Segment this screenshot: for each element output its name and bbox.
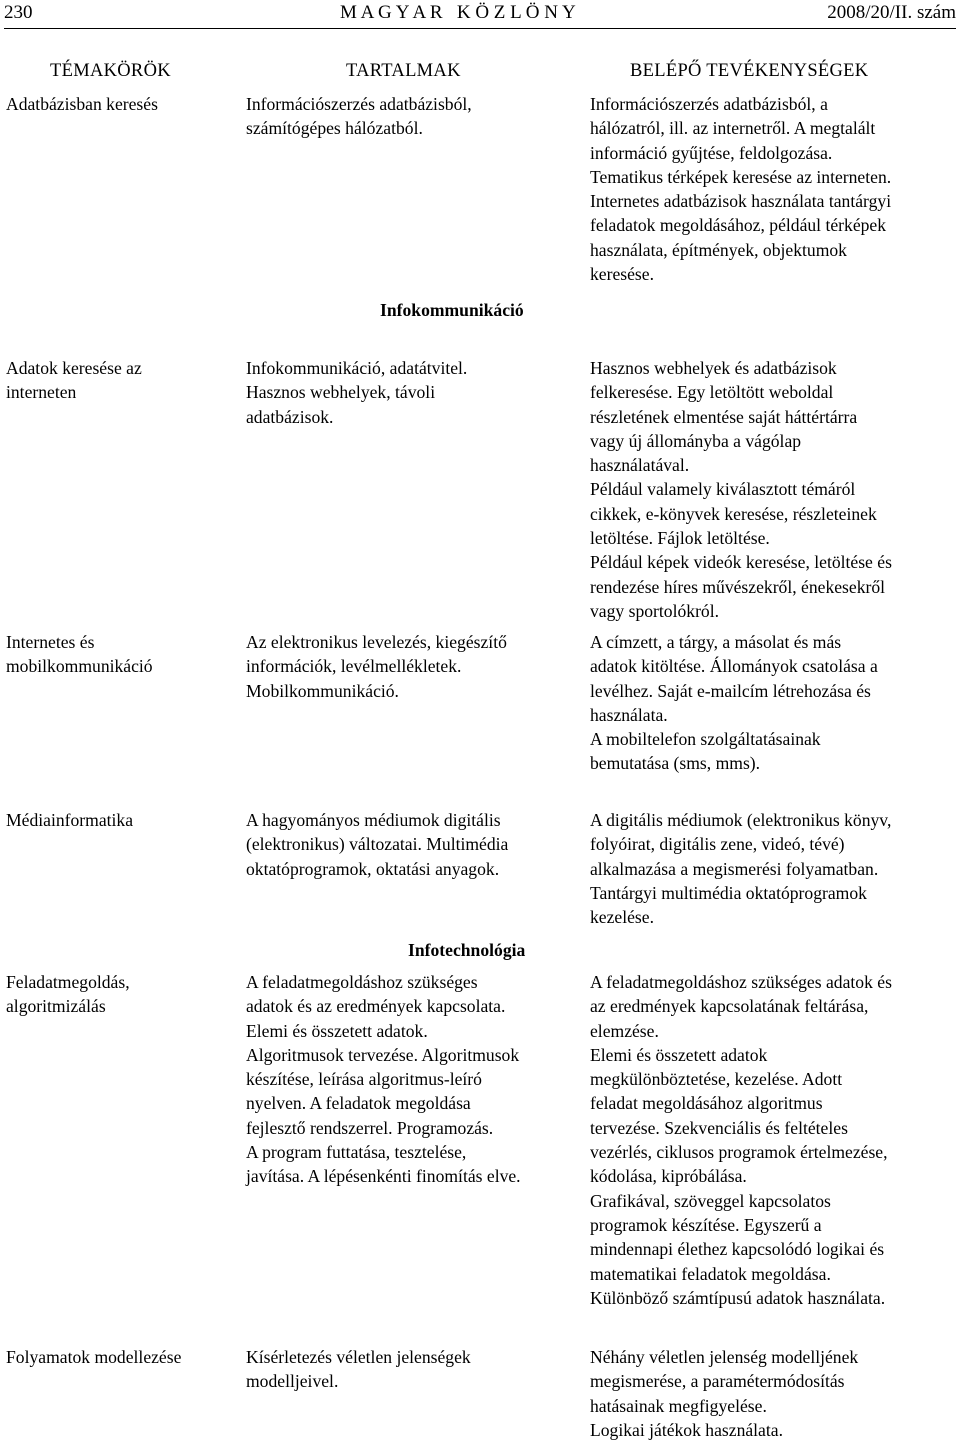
row-6-topic xyxy=(6,1345,181,1369)
content-line: Elemi és összetett adatok. xyxy=(246,1020,428,1041)
row-1-content xyxy=(246,92,472,141)
header-rule xyxy=(4,28,956,29)
activity-line: cikkek, e-könyvek keresése, részleteinek xyxy=(590,503,877,524)
row-5-activity xyxy=(590,970,892,1310)
content-line: készítése, leírása algoritmus-leíró xyxy=(246,1069,482,1090)
content-line: A hagyományos médiumok digitális xyxy=(246,810,501,830)
topic-line: Internetes és xyxy=(6,632,95,652)
content-line: Mobilkommunikáció. xyxy=(246,680,399,701)
content-line: (elektronikus) változatai. Multimédia xyxy=(246,834,509,855)
activity-line: részletének elmentése saját háttértárra xyxy=(590,406,858,427)
activity-line: megkülönböztetése, kezelése. Adott xyxy=(590,1069,843,1090)
row-1-activity xyxy=(590,92,891,286)
content-line: Algoritmusok tervezése. Algoritmusok xyxy=(246,1044,520,1065)
activity-line: rendezése híres művészekről, énekesekről xyxy=(590,576,886,597)
activity-line: vezérlés, ciklusos programok értelmezése, xyxy=(590,1142,888,1163)
activity-line: A feladatmegoldáshoz szükséges adatok és xyxy=(590,972,892,992)
topic-line: mobilkommunikáció xyxy=(6,656,153,677)
activity-line: letöltése. Fájlok letöltése. xyxy=(590,528,770,549)
activity-line: Logikai játékok használata. xyxy=(590,1419,783,1440)
activity-line: elemzése. xyxy=(590,1020,659,1041)
topic-line: Adatbázisban keresés xyxy=(6,94,158,114)
activity-line: Tematikus térképek keresése az interneten. xyxy=(590,166,892,187)
row-2-topic xyxy=(6,356,142,405)
content-line: Az elektronikus levelezés, kiegészítő xyxy=(246,632,507,652)
content-line: adatok és az eredmények kapcsolata. xyxy=(246,996,506,1017)
row-1-topic xyxy=(6,92,158,116)
activity-line: használata. xyxy=(590,704,668,725)
row-6-activity xyxy=(590,1345,858,1442)
topic-line: Médiainformatika xyxy=(6,810,134,830)
content-line: nyelven. A feladatok megoldása xyxy=(246,1093,471,1114)
topic-line: Adatok keresése az xyxy=(6,358,142,378)
row-3-topic xyxy=(6,630,153,679)
content-line: modelljeivel. xyxy=(246,1371,339,1392)
activity-line: alkalmazása a megismerési folyamatban. xyxy=(590,858,879,879)
row-4-content xyxy=(246,808,508,881)
row-5-content xyxy=(246,970,521,1189)
issue-number: 2008/20/II. szám xyxy=(827,2,956,23)
activity-line: adatok kitöltése. Állományok csatolása a xyxy=(590,656,878,677)
page-number: 230 xyxy=(4,2,33,23)
activity-line: feladat megoldásához algoritmus xyxy=(590,1093,823,1114)
activity-line: Néhány véletlen jelenség modelljének xyxy=(590,1347,859,1367)
content-line: A feladatmegoldáshoz szükséges xyxy=(246,972,478,992)
row-2-activity xyxy=(590,356,892,623)
activity-line: A mobiltelefon szolgáltatásainak xyxy=(590,729,821,750)
activity-line: hálózatról, ill. az internetről. A megtalált xyxy=(590,118,876,139)
row-3-activity xyxy=(590,630,878,776)
row-6-content xyxy=(246,1345,471,1394)
activity-line: Információszerzés adatbázisból, a xyxy=(590,94,828,114)
activity-line: Például képek videók keresése, letöltése és xyxy=(590,552,892,573)
column-header-content: TARTALMAK xyxy=(346,61,461,81)
section-infotechnologia: Infotechnológia xyxy=(408,940,526,960)
content-line: fejlesztő rendszerrel. Programozás. xyxy=(246,1117,494,1138)
activity-line: hatásainak megfigyelése. xyxy=(590,1395,767,1416)
activity-line: vagy új állományba a vágólap xyxy=(590,430,802,451)
topic-line: Feladatmegoldás, xyxy=(6,972,130,992)
content-line: számítógépes hálózatból. xyxy=(246,118,423,139)
activity-line: tervezése. Szekvenciális és feltételes xyxy=(590,1117,848,1138)
topic-line: interneten xyxy=(6,382,77,403)
column-header-topics: TÉMAKÖRÖK xyxy=(50,61,171,81)
activity-line: információ gyűjtése, feldolgozása. xyxy=(590,142,833,163)
journal-title: M A G Y A R K Ö Z L Ö N Y xyxy=(340,2,576,23)
activity-line: mindennapi élethez kapcsolódó logikai és xyxy=(590,1239,885,1260)
content-line: Infokommunikáció, adatátvitel. xyxy=(246,358,468,378)
activity-line: levélhez. Saját e-mailcím létrehozása és xyxy=(590,680,871,701)
activity-line: felkeresése. Egy letöltött weboldal xyxy=(590,382,834,403)
activity-line: Különböző számtípusú adatok használata. xyxy=(590,1287,886,1308)
page-header xyxy=(0,0,960,28)
activity-line: használatával. xyxy=(590,455,690,476)
content-line: javítása. A lépésenkénti finomítás elve. xyxy=(246,1166,521,1187)
topic-line: Folyamatok modellezése xyxy=(6,1347,182,1367)
activity-line: Tantárgyi multimédia oktatóprogramok xyxy=(590,882,867,903)
activity-line: A címzett, a tárgy, a másolat és más xyxy=(590,632,842,652)
column-header-activities: BELÉPŐ TEVÉKENYSÉGEK xyxy=(630,61,869,81)
content-line: Információszerzés adatbázisból, xyxy=(246,94,472,114)
row-3-content xyxy=(246,630,507,703)
content-line: A program futtatása, tesztelése, xyxy=(246,1142,467,1163)
content-line: Kísérletezés véletlen jelenségek xyxy=(246,1347,471,1367)
activity-line: A digitális médiumok (elektronikus könyv, xyxy=(590,810,892,830)
activity-line: folyóirat, digitális zene, videó, tévé) xyxy=(590,834,845,855)
content-line: adatbázisok. xyxy=(246,406,334,427)
row-4-topic xyxy=(6,808,133,832)
row-5-topic xyxy=(6,970,130,1019)
activity-line: keresése. xyxy=(590,264,654,285)
activity-line: bemutatása (sms, mms). xyxy=(590,753,761,774)
activity-line: az eredmények kapcsolatának feltárása, xyxy=(590,996,869,1017)
content-line: információk, levélmellékletek. xyxy=(246,656,462,677)
topic-line: algoritmizálás xyxy=(6,996,106,1017)
activity-line: feladatok megoldásához, például térképek xyxy=(590,215,887,236)
section-infokommunikacio: Infokommunikáció xyxy=(380,300,524,320)
activity-line: Például valamely kiválasztott témáról xyxy=(590,479,856,500)
content-line: Hasznos webhelyek, távoli xyxy=(246,382,436,403)
activity-line: matematikai feladatok megoldása. xyxy=(590,1263,831,1284)
row-4-activity xyxy=(590,808,891,929)
activity-line: használata, építmények, objektumok xyxy=(590,239,847,260)
activity-line: megismerése, a paramétermódosítás xyxy=(590,1371,845,1392)
activity-line: kódolása, kipróbálása. xyxy=(590,1166,747,1187)
activity-line: programok készítése. Egyszerű a xyxy=(590,1214,822,1235)
activity-line: Internetes adatbázisok használata tantárgyi xyxy=(590,191,892,212)
activity-line: vagy sportolókról. xyxy=(590,600,720,621)
row-2-content xyxy=(246,356,467,429)
activity-line: Hasznos webhelyek és adatbázisok xyxy=(590,358,837,378)
activity-line: Grafikával, szöveggel kapcsolatos xyxy=(590,1190,831,1211)
activity-line: kezelése. xyxy=(590,907,654,928)
content-line: oktatóprogramok, oktatási anyagok. xyxy=(246,858,500,879)
activity-line: Elemi és összetett adatok xyxy=(590,1044,768,1065)
